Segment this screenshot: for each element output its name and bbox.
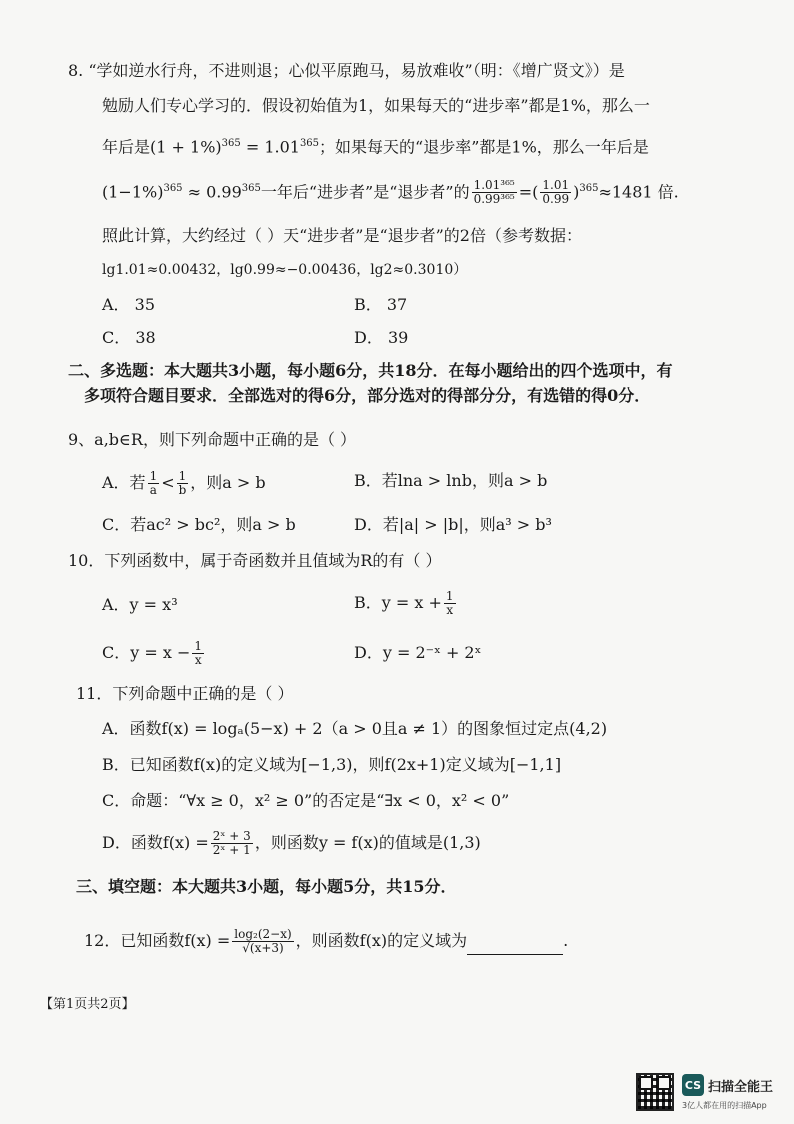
q11-option-a: A．函数f(x) = logₐ(5−x) + 2（a > 0且a ≠ 1）的图象恒过定点(4,2) xyxy=(102,719,608,738)
camscanner-name: 扫描全能王 xyxy=(708,1080,774,1095)
q8-line1: 8. “学如逆水行舟，不进则退；心似平原跑马，易放难收”（明：《增广贤文》）是 xyxy=(68,61,625,80)
qr-code-icon xyxy=(636,1073,674,1111)
q9-option-b: B．若lna > lnb，则a > b xyxy=(354,471,548,490)
camscanner-logo-icon: CS xyxy=(682,1074,704,1096)
q8-line4: $(1-1\%)^{365} \approx 0.99^{365}$一年后“进步者”是“退步者”的 $\frac{\text{1.01³⁶⁵}}{\text{0.99³⁶⁵}}$ =( $\frac{1.01}{0.99}$ )$^{365}$≈1481 倍. xyxy=(102,178,679,207)
q10-stem: 10．下列函数中，属于奇函数并且值域为R的有（ ） xyxy=(68,551,442,570)
q8-option-c: C． 38 xyxy=(102,328,156,347)
q8-fraction-1: $\frac{\text{1.01³⁶⁵}}{\text{0.99³⁶⁵}}$ xyxy=(473,178,515,207)
q8-line2: 勉励人们专心学习的．假设初始值为1，如果每天的“进步率”都是1%，那么一 xyxy=(102,96,650,115)
q10-option-b: B．y = x + $\frac{1}{x}$ xyxy=(354,589,454,617)
q8-option-b: B． 37 xyxy=(354,295,408,314)
page-footer: 【第1页共2页】 xyxy=(40,997,135,1012)
q8-option-d: D． 39 xyxy=(354,328,409,347)
q8-line5: 照此计算，大约经过（ ）天“进步者”是“退步者”的2倍（参考数据： xyxy=(102,226,582,245)
section2-heading-line1: 二、多选题：本大题共3小题，每小题6分，共18分．在每小题给出的四个选项中，有 xyxy=(68,361,673,380)
q11-option-c: C．命题：“∀x ≥ 0，x² ≥ 0”的否定是“∃x < 0，x² < 0” xyxy=(102,791,510,810)
q9-option-d: D．若|a| > |b|，则a³ > b³ xyxy=(354,515,552,534)
camscanner-tagline: 3亿人都在用的扫描App xyxy=(682,1101,767,1110)
q10-option-d: D．y = 2⁻ˣ + 2ˣ xyxy=(354,643,482,662)
q9-option-c: C．若ac² > bc²，则a > b xyxy=(102,515,296,534)
q8-fraction-2: $\frac{1.01}{0.99}$ xyxy=(542,178,570,207)
q10-option-c: C．y = x − $\frac{1}{x}$ xyxy=(102,639,203,667)
section3-heading: 三、填空题：本大题共3小题，每小题5分，共15分． xyxy=(76,877,457,896)
q10-option-a: A．y = x³ xyxy=(102,595,178,614)
q9-option-a: A．若 $\frac{1}{a}$ < $\frac{1}{b}$ ，则a > b xyxy=(102,469,266,497)
q11-stem: 11．下列命题中正确的是（ ） xyxy=(76,684,294,703)
q11-option-b: B．已知函数f(x)的定义域为[−1,3)，则f(2x+1)定义域为[−1,1] xyxy=(102,755,562,774)
section2-heading-line2: 多项符合题目要求．全部选对的得6分，部分选对的得部分分，有选错的得0分． xyxy=(84,386,651,405)
q8-option-a: A． 35 xyxy=(102,295,156,314)
q12-answer-blank[interactable] xyxy=(467,938,563,955)
q11-option-d: D．函数f(x) = $\frac{\text{2ˣ + 3}}{\text{2ˣ + 1}}$ ，则函数y = f(x)的值域是(1,3) xyxy=(102,829,481,857)
q9-stem: 9、a,b∈R，则下列命题中正确的是（ ） xyxy=(68,430,357,449)
q8-line6: lg1.01≈0.00432，lg0.99≈−0.00436，lg2≈0.3010） xyxy=(102,262,468,278)
q8-line3: 年后是$(1 + 1\%)^{365} = 1.01^{365}$；如果每天的“退步率”都是1%，那么一年后是 xyxy=(102,137,649,157)
q12-stem: 12．已知函数f(x) = $\frac{\text{log₂(2−x)}}{√(x+3)}$ ，则函数f(x)的定义域为 . xyxy=(84,927,569,955)
